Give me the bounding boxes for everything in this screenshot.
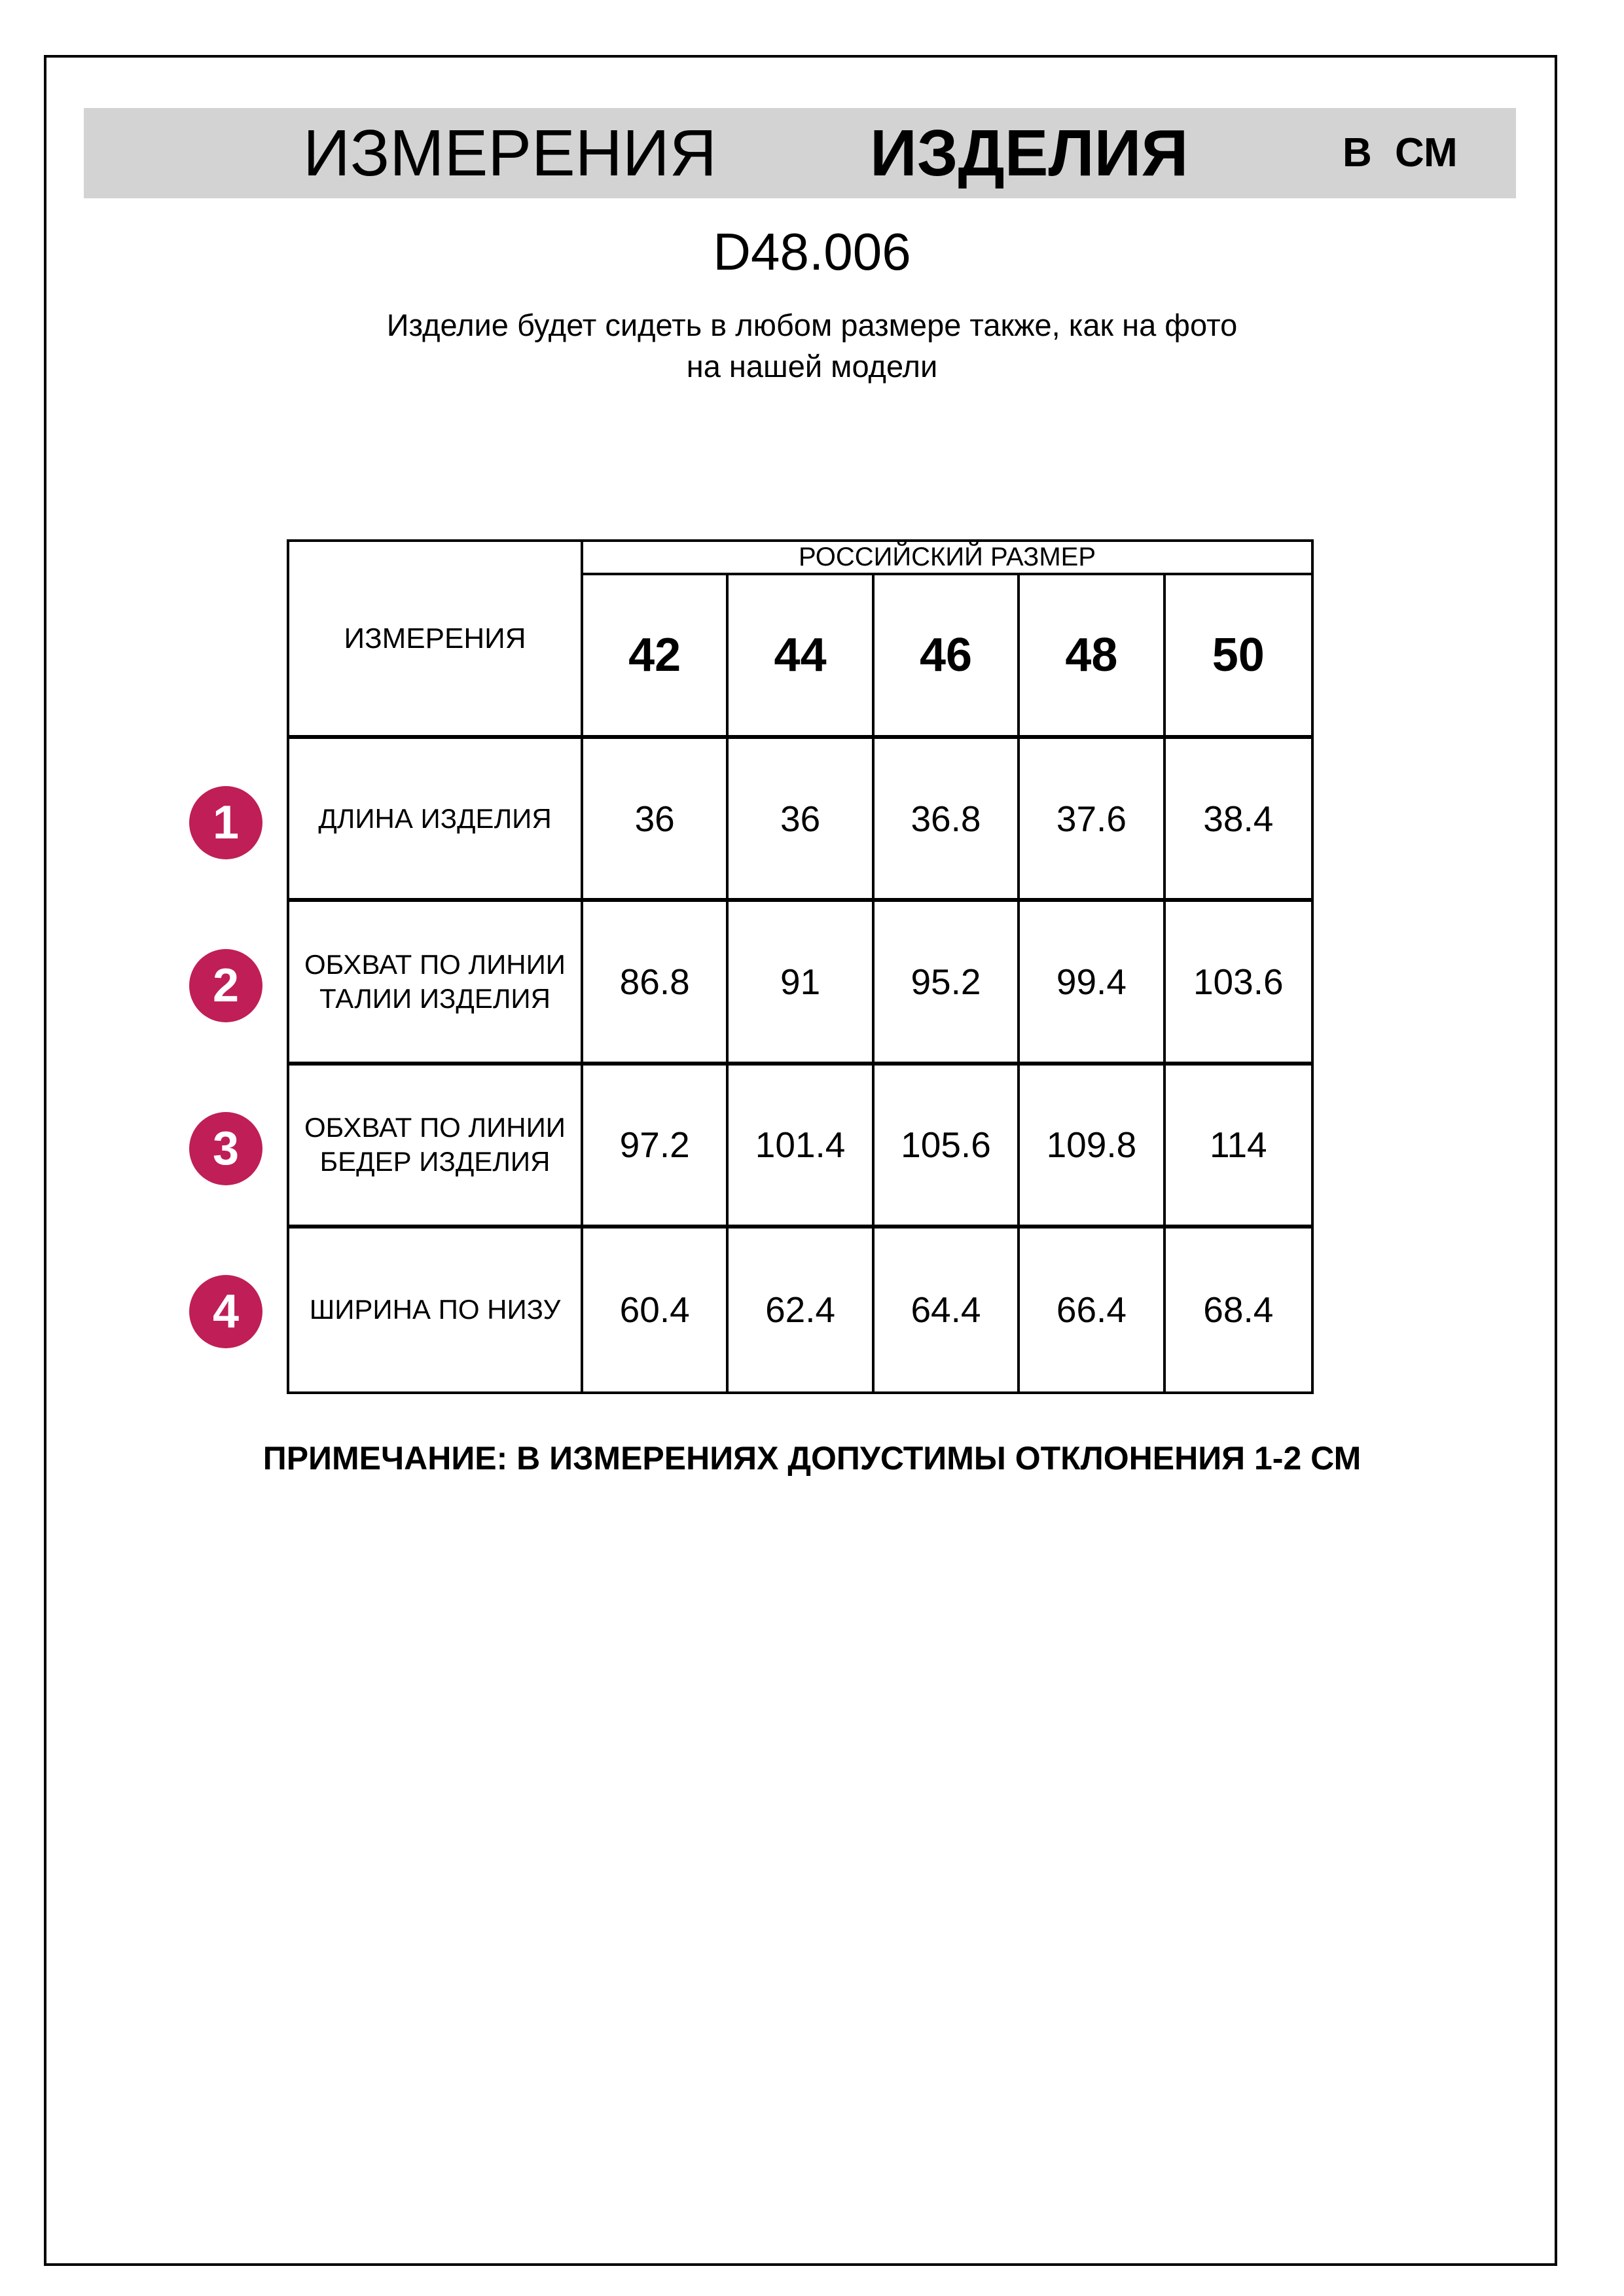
row-number-badge-2: 2 — [189, 949, 262, 1022]
header-bar — [84, 108, 1516, 198]
table-cell: 66.4 — [1020, 1229, 1165, 1391]
table-cell: 109.8 — [1020, 1066, 1165, 1229]
row-number-badge-1: 1 — [189, 786, 262, 859]
size-column-header: 44 — [729, 575, 874, 739]
page-title-unit: В СМ — [1343, 130, 1458, 175]
table-cell: 114 — [1166, 1066, 1311, 1229]
page-title-product: ИЗДЕЛИЯ — [870, 117, 1189, 190]
table-cell: 36.8 — [875, 739, 1020, 902]
table-cell: 95.2 — [875, 902, 1020, 1065]
fit-note — [0, 304, 1624, 387]
tolerance-note: ПРИМЕЧАНИЕ: В ИЗМЕРЕНИЯХ ДОПУСТИМЫ ОТКЛОНЕНИЯ 1-2 СМ — [262, 1440, 1362, 1477]
row-label-bottom-width — [289, 1229, 583, 1391]
product-code: D48.006 — [713, 223, 911, 281]
row-label-line: ШИРИНА ПО НИЗУ — [309, 1294, 561, 1325]
size-column-header: 50 — [1166, 575, 1311, 739]
row-label-hip-girth — [289, 1066, 583, 1229]
table-cell: 101.4 — [729, 1066, 874, 1229]
row-number-badge-3: 3 — [189, 1112, 262, 1185]
table-cell: 64.4 — [875, 1229, 1020, 1391]
table-cell: 36 — [583, 739, 729, 902]
table-corner-header: ИЗМЕРЕНИЯ — [289, 542, 583, 739]
table-group-header: РОССИЙСКИЙ РАЗМЕР — [583, 542, 1311, 575]
row-label-line: ТАЛИИ ИЗДЕЛИЯ — [319, 982, 550, 1014]
table-cell: 99.4 — [1020, 902, 1165, 1065]
row-label-line: БЕДЕР ИЗДЕЛИЯ — [319, 1146, 550, 1177]
table-cell: 36 — [729, 739, 874, 902]
row-number-badge-4: 4 — [189, 1275, 262, 1348]
table-cell: 105.6 — [875, 1066, 1020, 1229]
table-cell: 86.8 — [583, 902, 729, 1065]
size-column-header: 48 — [1020, 575, 1165, 739]
size-column-header: 42 — [583, 575, 729, 739]
row-label-line: ОБХВАТ ПО ЛИНИИ — [304, 948, 566, 980]
table-cell: 68.4 — [1203, 1289, 1274, 1331]
row-label-length — [289, 739, 583, 902]
table-cell: 97.2 — [583, 1066, 729, 1229]
fit-note-line-1: Изделие будет сидеть в любом размере также, как на фото — [386, 308, 1238, 342]
table-cell: 91 — [729, 902, 874, 1065]
table-cell: 103.6 — [1166, 902, 1311, 1065]
size-table — [287, 539, 1314, 1394]
row-label-line: ДЛИНА ИЗДЕЛИЯ — [318, 802, 552, 834]
table-cell: 37.6 — [1020, 739, 1165, 902]
row-label-waist-girth — [289, 902, 583, 1065]
fit-note-line-2: на нашей модели — [686, 349, 938, 384]
table-cell: 60.4 — [583, 1229, 729, 1391]
table-cell: 62.4 — [729, 1229, 874, 1391]
table-cell: 38.4 — [1166, 739, 1311, 902]
row-label-line: ОБХВАТ ПО ЛИНИИ — [304, 1112, 566, 1143]
size-column-header: 46 — [875, 575, 1020, 739]
page-title-measurements: ИЗМЕРЕНИЯ — [303, 117, 717, 190]
